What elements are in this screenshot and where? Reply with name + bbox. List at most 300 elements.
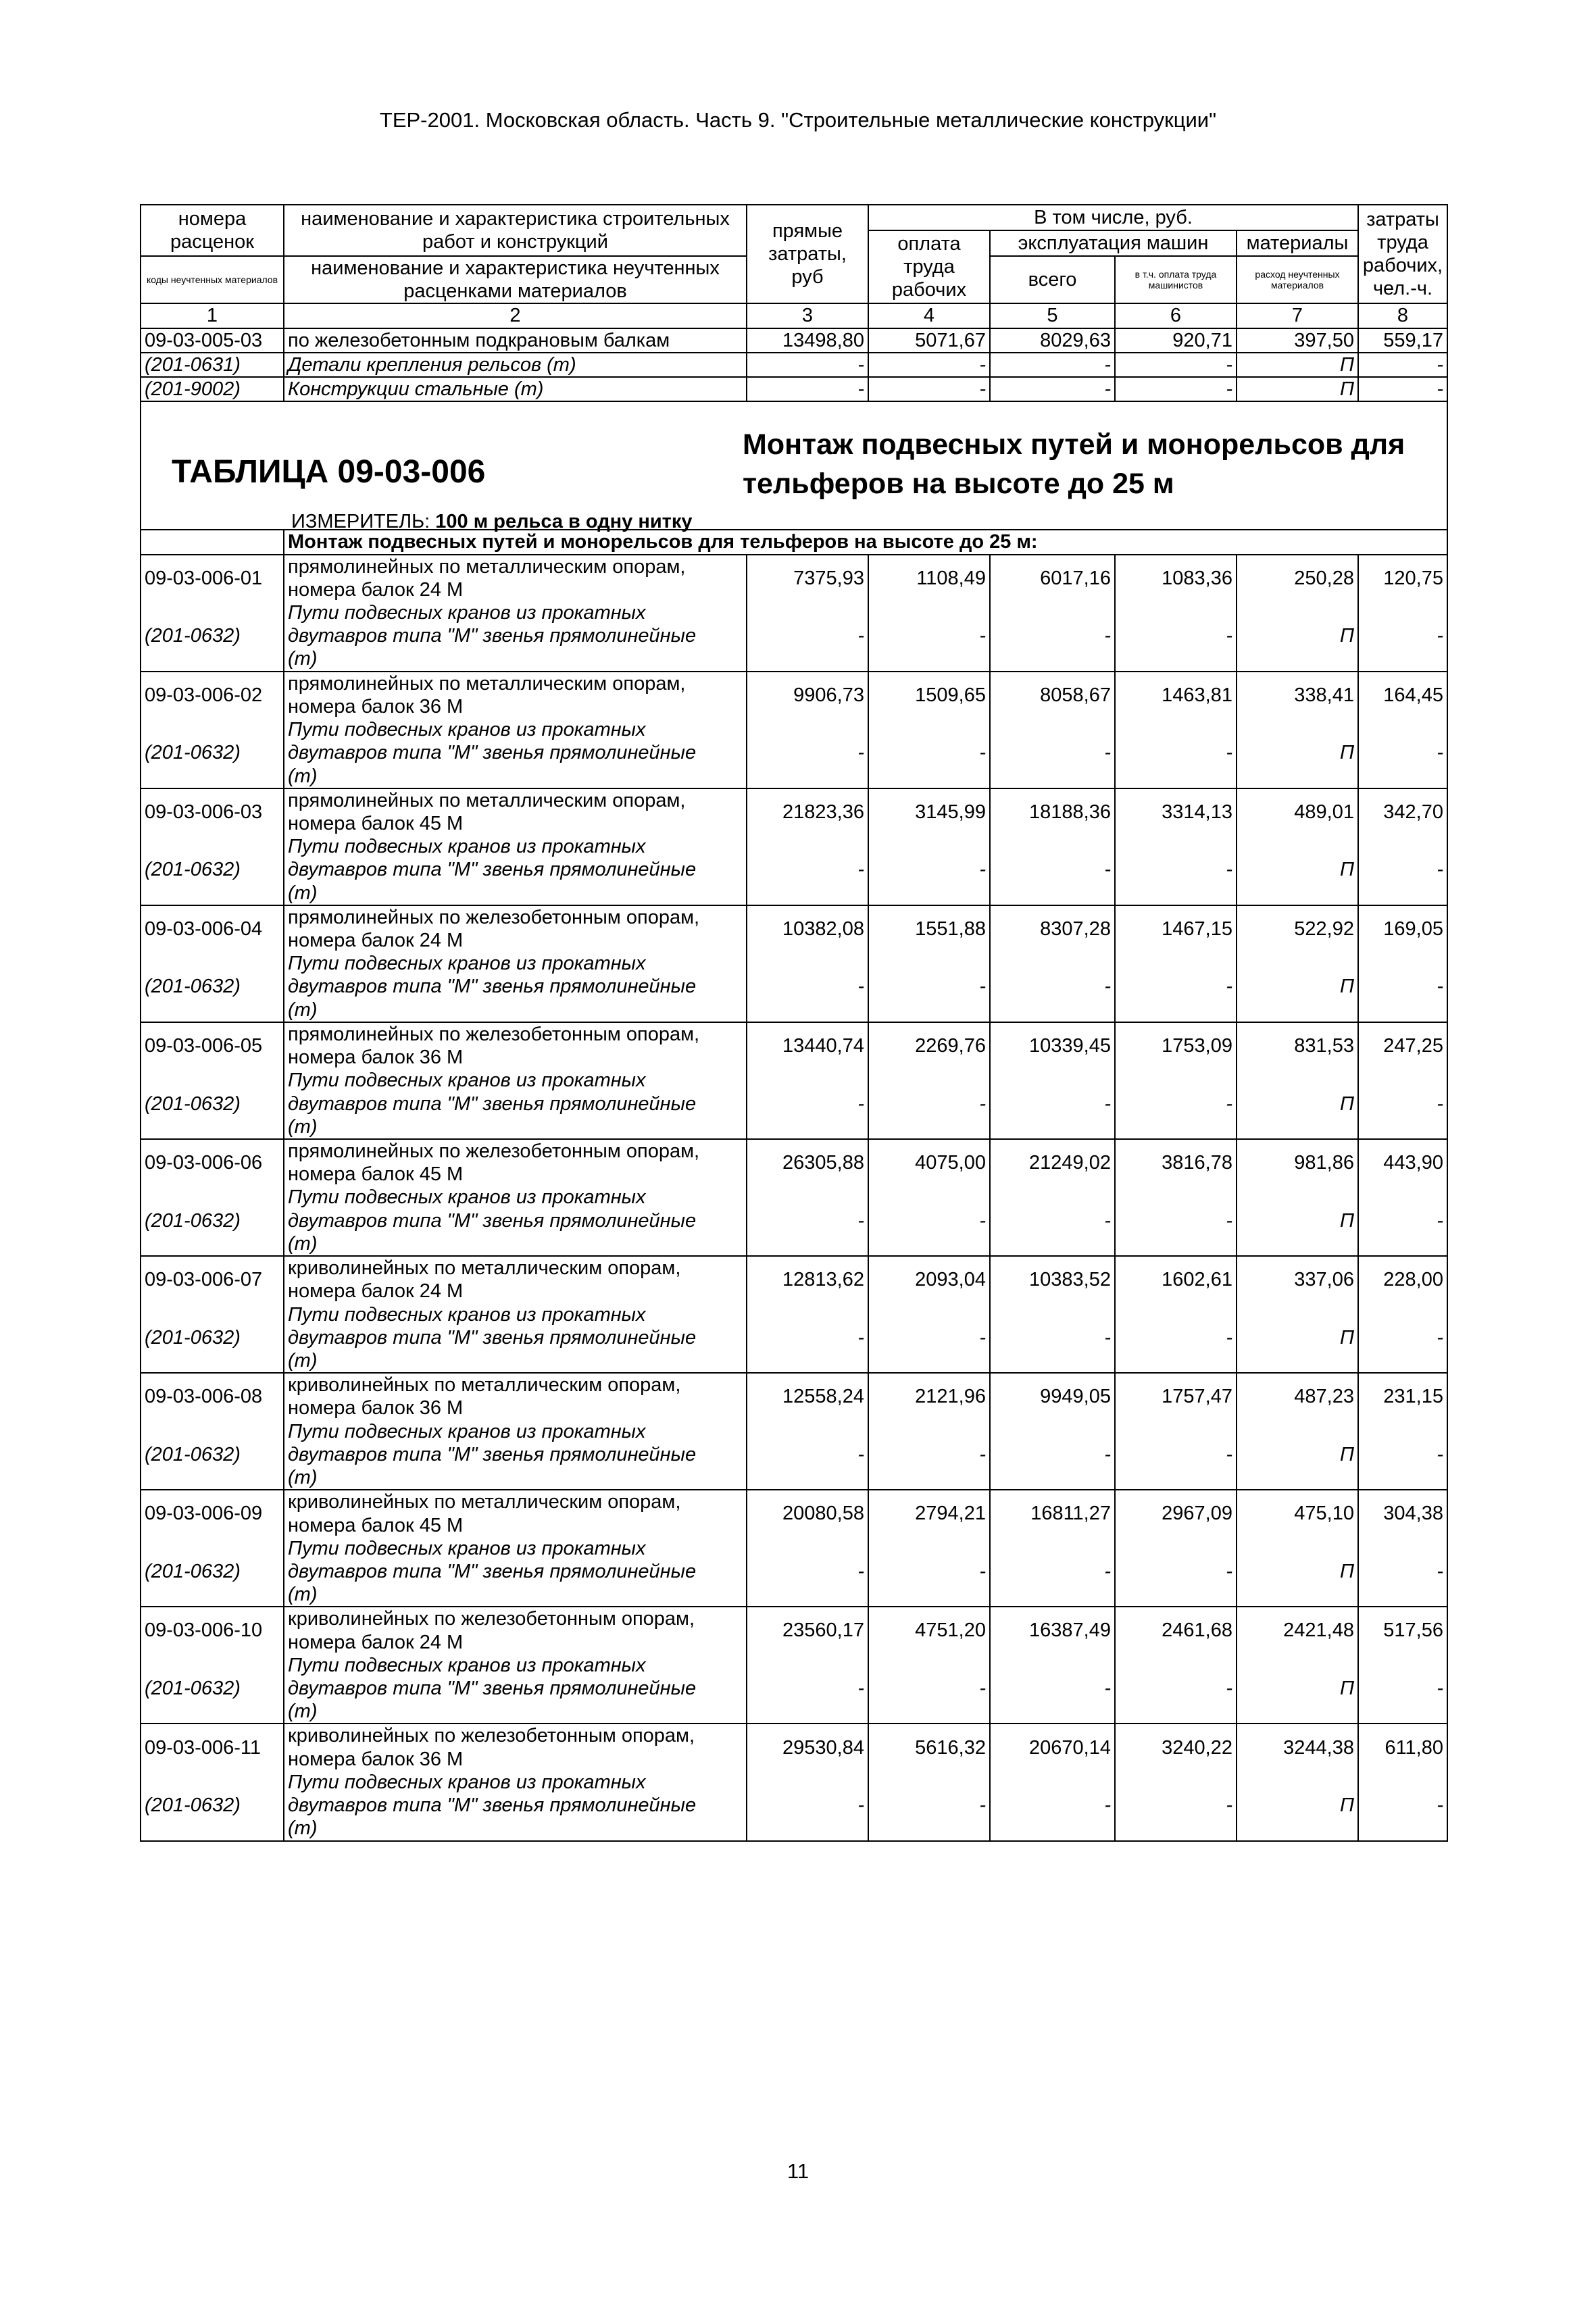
material-name-line: двутавров типа "М" звенья прямолинейные (288, 1326, 697, 1349)
rate-row (141, 672, 1447, 718)
header-wages: оплата труда рабочих (868, 230, 990, 303)
direct-costs-value: 26305,88 (747, 1139, 868, 1186)
material-name-line: (т) (288, 1232, 318, 1255)
material-name-line: (т) (288, 882, 318, 904)
direct-costs-value: 10382,08 (747, 905, 868, 952)
material-value: - (990, 377, 1115, 401)
header-machines-wages: в т.ч. оплата труда машинистов (1115, 256, 1237, 303)
material-value: П (1237, 601, 1358, 672)
rate-code: 09-03-006-02 (141, 672, 284, 718)
material-value: - (868, 1771, 990, 1841)
material-name-line: двутавров типа "М" звенья прямолинейные (288, 1794, 697, 1817)
section-spacer (141, 530, 284, 554)
material-name-line: двутавров типа "М" звенья прямолинейные (288, 1560, 697, 1582)
measure-value: 100 м рельса в одну нитку (435, 511, 693, 533)
material-value: - (747, 1771, 868, 1841)
material-value: - (990, 1420, 1115, 1490)
material-value: - (1115, 952, 1237, 1022)
materials-value: 522,92 (1237, 905, 1358, 952)
material-value: - (1115, 1069, 1237, 1139)
rate-name-line: номера балок 24 М (288, 578, 464, 601)
direct-costs-value: 29530,84 (747, 1724, 868, 1770)
material-code: (201-0632) (141, 952, 284, 1022)
header-unaccounted-materials: расход неучтенных материалов (1237, 256, 1358, 303)
direct-costs-value: 23560,17 (747, 1607, 868, 1653)
material-value: - (747, 1303, 868, 1374)
rate-name (284, 555, 747, 601)
column-number: 3 (747, 303, 868, 328)
material-value: - (868, 1654, 990, 1724)
rate-name-line: прямолинейных по металлическим опорам, (288, 555, 686, 578)
labor-value: 342,70 (1358, 788, 1447, 835)
measure-label: ИЗМЕРИТЕЛЬ: (291, 511, 430, 533)
material-value: - (990, 1654, 1115, 1724)
rate-name-line: прямолинейных по металлическим опорам, (288, 672, 686, 695)
rate-name (284, 1139, 747, 1186)
rate-row (141, 1490, 1447, 1536)
rate-code: 09-03-006-10 (141, 1607, 284, 1653)
material-value: - (1358, 377, 1447, 401)
rate-name-line: номера балок 45 М (288, 1514, 464, 1536)
material-code: (201-0632) (141, 601, 284, 672)
material-row (141, 1537, 1447, 1607)
material-code: (201-0632) (141, 1537, 284, 1607)
material-value: - (1358, 1303, 1447, 1374)
materials-value: 250,28 (1237, 555, 1358, 601)
header-direct-costs: прямые затраты, руб (747, 205, 868, 303)
direct-costs-value: 12558,24 (747, 1373, 868, 1419)
header-materials: материалы (1237, 230, 1358, 256)
material-name-line: Пути подвесных кранов из прокатных (288, 1420, 646, 1442)
header-machines-total: всего (990, 256, 1115, 303)
material-value: - (1358, 1069, 1447, 1139)
rate-name-line: номера балок 36 М (288, 1397, 464, 1419)
material-value: - (747, 1186, 868, 1256)
material-value: П (1237, 835, 1358, 905)
rate-name-line: криволинейных по железобетонным опорам, (288, 1608, 695, 1630)
material-name-line: Пути подвесных кранов из прокатных (288, 836, 646, 858)
material-row (141, 1303, 1447, 1374)
material-value: - (990, 1771, 1115, 1841)
rate-name-line: номера балок 45 М (288, 812, 464, 834)
material-value: - (868, 1303, 990, 1374)
labor-value: 611,80 (1358, 1724, 1447, 1770)
material-name-line: Пути подвесных кранов из прокатных (288, 1070, 646, 1092)
material-value: - (1115, 1654, 1237, 1724)
labor-value: 247,25 (1358, 1022, 1447, 1069)
material-value: - (868, 1420, 990, 1490)
rate-name (284, 1373, 747, 1419)
material-value: - (868, 952, 990, 1022)
machines-total-value: 6017,16 (990, 555, 1115, 601)
price-table (140, 204, 1448, 1842)
material-name-line: двутавров типа "М" звенья прямолинейные (288, 859, 697, 881)
rate-name (284, 905, 747, 952)
column-number: 6 (1115, 303, 1237, 328)
rate-code: 09-03-006-01 (141, 555, 284, 601)
material-value: - (747, 1069, 868, 1139)
rate-code: 09-03-006-05 (141, 1022, 284, 1069)
wages-value: 2269,76 (868, 1022, 990, 1069)
material-value: П (1237, 718, 1358, 788)
material-name: Конструкции стальные (т) (284, 377, 747, 401)
machines-wages-value: 3314,13 (1115, 788, 1237, 835)
material-value: - (1115, 835, 1237, 905)
machines-wages-value: 2461,68 (1115, 1607, 1237, 1653)
material-name-line: Пути подвесных кранов из прокатных (288, 953, 646, 975)
rate-row (141, 1607, 1447, 1653)
rate-name-line: криволинейных по металлическим опорам, (288, 1491, 681, 1513)
column-number: 2 (284, 303, 747, 328)
material-name-line: двутавров типа "М" звенья прямолинейные (288, 1678, 697, 1700)
material-value: - (1115, 1303, 1237, 1374)
material-value: - (1358, 835, 1447, 905)
header-row-1 (141, 205, 1447, 230)
material-value: - (868, 835, 990, 905)
material-row (141, 1069, 1447, 1139)
section-title: Монтаж подвесных путей и монорельсов для тельферов на высоте до 25 м: (284, 530, 1447, 554)
material-value: - (1115, 718, 1237, 788)
rate-row (141, 788, 1447, 835)
machines-total-value: 16811,27 (990, 1490, 1115, 1536)
material-name-line: двутавров типа "М" звенья прямолинейные (288, 976, 697, 998)
material-value: П (1237, 1537, 1358, 1607)
material-value: - (1358, 1654, 1447, 1724)
column-number: 5 (990, 303, 1115, 328)
material-code: (201-0632) (141, 718, 284, 788)
column-number: 7 (1237, 303, 1358, 328)
material-name-line: (т) (288, 1701, 318, 1723)
material-value: - (990, 601, 1115, 672)
material-name-line: (т) (288, 1467, 318, 1489)
material-value: - (1115, 1537, 1237, 1607)
wages-value: 4075,00 (868, 1139, 990, 1186)
material-name: Детали крепления рельсов (т) (284, 353, 747, 377)
rate-name (284, 1022, 747, 1069)
material-name-line: Пути подвесных кранов из прокатных (288, 1771, 646, 1793)
material-value: - (1358, 952, 1447, 1022)
rate-code: 09-03-006-03 (141, 788, 284, 835)
direct-costs-value: 7375,93 (747, 555, 868, 601)
labor-value: 228,00 (1358, 1256, 1447, 1303)
wages-value: 4751,20 (868, 1607, 990, 1653)
rate-code: 09-03-006-04 (141, 905, 284, 952)
machines-wages-value: 1467,15 (1115, 905, 1237, 952)
material-name-line: (т) (288, 1349, 318, 1372)
material-name-line: (т) (288, 1115, 318, 1138)
rate-name-line: криволинейных по металлическим опорам, (288, 1257, 681, 1280)
material-value: - (1358, 1186, 1447, 1256)
materials-value: 489,01 (1237, 788, 1358, 835)
material-row (141, 1186, 1447, 1256)
material-value: - (1358, 1771, 1447, 1841)
material-name (284, 1303, 747, 1374)
material-value: - (990, 835, 1115, 905)
rate-name-line: номера балок 36 М (288, 1047, 464, 1069)
material-name-line: двутавров типа "М" звенья прямолинейные (288, 625, 697, 647)
material-name-line: двутавров типа "М" звенья прямолинейные (288, 1209, 697, 1232)
material-value: - (990, 1186, 1115, 1256)
material-value: П (1237, 377, 1358, 401)
table-title-row (141, 401, 1447, 530)
column-number: 8 (1358, 303, 1447, 328)
material-value: - (747, 1537, 868, 1607)
column-numbers-row (141, 303, 1447, 328)
header-labor: затраты труда рабочих, чел.-ч. (1358, 205, 1447, 303)
prev-material-row (141, 353, 1447, 377)
rate-name-line: номера балок 24 М (288, 930, 464, 952)
material-value: - (1115, 601, 1237, 672)
rate-name (284, 1607, 747, 1653)
material-value: - (868, 718, 990, 788)
labor-value: 169,05 (1358, 905, 1447, 952)
material-value: - (868, 601, 990, 672)
material-code: (201-0632) (141, 1420, 284, 1490)
page-header: ТЕР-2001. Московская область. Часть 9. "Строительные металлические конструкции" (379, 108, 1217, 132)
material-value: - (747, 1654, 868, 1724)
material-value: - (1358, 601, 1447, 672)
material-value: - (747, 1420, 868, 1490)
material-value: - (990, 1303, 1115, 1374)
material-name-line: (т) (288, 1584, 318, 1606)
rate-name-line: криволинейных по металлическим опорам, (288, 1374, 681, 1397)
rate-row (141, 1022, 1447, 1069)
prev-rate-row (141, 328, 1447, 353)
material-name (284, 601, 747, 672)
material-value: - (990, 718, 1115, 788)
rate-name-line: номера балок 36 М (288, 1748, 464, 1770)
materials-value: 338,41 (1237, 672, 1358, 718)
material-name-line: двутавров типа "М" звенья прямолинейные (288, 742, 697, 764)
materials-value: 2421,48 (1237, 1607, 1358, 1653)
header-name: наименование и характеристика строительных работ и конструкций (284, 205, 747, 256)
wages-value: 5071,67 (868, 328, 990, 353)
material-value: - (868, 1186, 990, 1256)
wages-value: 5616,32 (868, 1724, 990, 1770)
rate-name (284, 1256, 747, 1303)
machines-wages-value: 1463,81 (1115, 672, 1237, 718)
machines-wages-value: 3816,78 (1115, 1139, 1237, 1186)
table-title-block (141, 401, 1447, 533)
material-value: - (1115, 1771, 1237, 1841)
rate-name-line: прямолинейных по железобетонным опорам, (288, 906, 700, 928)
material-value: - (747, 377, 868, 401)
machines-wages-value: 3240,22 (1115, 1724, 1237, 1770)
labor-value: 164,45 (1358, 672, 1447, 718)
rate-name (284, 788, 747, 835)
materials-value: 397,50 (1237, 328, 1358, 353)
wages-value: 1108,49 (868, 555, 990, 601)
machines-total-value: 8307,28 (990, 905, 1115, 952)
material-name-line: двутавров типа "М" звенья прямолинейные (288, 1443, 697, 1465)
material-value: П (1237, 1186, 1358, 1256)
material-value: - (1358, 353, 1447, 377)
materials-value: 487,23 (1237, 1373, 1358, 1419)
machines-total-value: 20670,14 (990, 1724, 1115, 1770)
machines-total-value: 8029,63 (990, 328, 1115, 353)
material-value: П (1237, 353, 1358, 377)
material-name-line: (т) (288, 999, 318, 1021)
material-value: П (1237, 1303, 1358, 1374)
material-row (141, 718, 1447, 788)
material-name-line: двутавров типа "М" звенья прямолинейные (288, 1092, 697, 1115)
rate-name-line: номера балок 45 М (288, 1163, 464, 1186)
material-code: (201-0632) (141, 1186, 284, 1256)
rate-row (141, 1373, 1447, 1419)
materials-value: 981,86 (1237, 1139, 1358, 1186)
materials-value: 831,53 (1237, 1022, 1358, 1069)
material-name-line: (т) (288, 765, 318, 787)
rate-row (141, 1724, 1447, 1770)
material-name (284, 718, 747, 788)
material-value: - (1358, 1420, 1447, 1490)
rate-name-line: криволинейных по железобетонным опорам, (288, 1725, 695, 1747)
labor-value: 304,38 (1358, 1490, 1447, 1536)
material-value: - (990, 1537, 1115, 1607)
wages-value: 2794,21 (868, 1490, 990, 1536)
machines-wages-value: 920,71 (1115, 328, 1237, 353)
header-unaccounted-codes: коды неучтенных материалов (141, 256, 284, 303)
material-row (141, 835, 1447, 905)
labor-value: 231,15 (1358, 1373, 1447, 1419)
section-row (141, 530, 1447, 554)
material-name-line: Пути подвесных кранов из прокатных (288, 719, 646, 741)
machines-wages-value: 2967,09 (1115, 1490, 1237, 1536)
rate-row (141, 1139, 1447, 1186)
machines-wages-value: 1083,36 (1115, 555, 1237, 601)
material-value: - (747, 353, 868, 377)
rate-code: 09-03-005-03 (141, 328, 284, 353)
rate-code: 09-03-006-08 (141, 1373, 284, 1419)
measure-unit (291, 510, 693, 533)
machines-total-value: 8058,67 (990, 672, 1115, 718)
material-value: П (1237, 1420, 1358, 1490)
machines-total-value: 10339,45 (990, 1022, 1115, 1069)
labor-value: 559,17 (1358, 328, 1447, 353)
header-including: В том числе, руб. (868, 205, 1358, 230)
material-value: - (747, 601, 868, 672)
rate-code: 09-03-006-06 (141, 1139, 284, 1186)
rate-row (141, 1256, 1447, 1303)
material-code: (201-0632) (141, 1303, 284, 1374)
table-title-line: Монтаж подвесных путей и монорельсов для (743, 428, 1405, 461)
machines-total-value: 10383,52 (990, 1256, 1115, 1303)
material-value: - (1115, 1420, 1237, 1490)
material-row (141, 1420, 1447, 1490)
material-name (284, 835, 747, 905)
material-name-line: (т) (288, 1817, 318, 1840)
rate-name (284, 1490, 747, 1536)
machines-total-value: 9949,05 (990, 1373, 1115, 1419)
rate-name-line: прямолинейных по металлическим опорам, (288, 789, 686, 811)
material-row (141, 1771, 1447, 1841)
rate-code: 09-03-006-09 (141, 1490, 284, 1536)
material-value: П (1237, 1069, 1358, 1139)
machines-total-value: 21249,02 (990, 1139, 1115, 1186)
material-name (284, 1654, 747, 1724)
price-table-sheet (140, 204, 1447, 1842)
rate-name-line: номера балок 24 М (288, 1631, 464, 1653)
prev-material-row (141, 377, 1447, 401)
wages-value: 1509,65 (868, 672, 990, 718)
material-value: - (990, 353, 1115, 377)
material-value: - (1358, 718, 1447, 788)
direct-costs-value: 21823,36 (747, 788, 868, 835)
rate-code: 09-03-006-07 (141, 1256, 284, 1303)
material-code: (201-0632) (141, 1771, 284, 1841)
direct-costs-value: 12813,62 (747, 1256, 868, 1303)
rate-name-line: номера балок 24 М (288, 1280, 464, 1303)
material-code: (201-9002) (141, 377, 284, 401)
rate-row (141, 905, 1447, 952)
material-value: - (868, 1069, 990, 1139)
wages-value: 2121,96 (868, 1373, 990, 1419)
table-title-line: тельферов на высоте до 25 м (743, 468, 1174, 501)
rate-name: по железобетонным подкрановым балкам (284, 328, 747, 353)
rate-name-line: прямолинейных по железобетонным опорам, (288, 1023, 700, 1045)
material-value: - (868, 377, 990, 401)
column-number: 1 (141, 303, 284, 328)
table-id: ТАБЛИЦА 09-03-006 (172, 454, 486, 491)
material-code: (201-0632) (141, 1069, 284, 1139)
machines-wages-value: 1757,47 (1115, 1373, 1237, 1419)
wages-value: 2093,04 (868, 1256, 990, 1303)
material-name-line: Пути подвесных кранов из прокатных (288, 1186, 646, 1209)
column-number: 4 (868, 303, 990, 328)
material-code: (201-0632) (141, 835, 284, 905)
machines-total-value: 18188,36 (990, 788, 1115, 835)
material-value: - (1358, 1537, 1447, 1607)
material-value: - (747, 835, 868, 905)
wages-value: 1551,88 (868, 905, 990, 952)
material-value: - (1115, 1186, 1237, 1256)
material-name (284, 1537, 747, 1607)
materials-value: 337,06 (1237, 1256, 1358, 1303)
material-name-line: (т) (288, 648, 318, 670)
rate-row (141, 555, 1447, 601)
page-number: 11 (787, 2159, 809, 2183)
material-name-line: Пути подвесных кранов из прокатных (288, 1303, 646, 1326)
material-value: - (868, 353, 990, 377)
direct-costs-value: 9906,73 (747, 672, 868, 718)
material-value: - (1115, 377, 1237, 401)
materials-value: 475,10 (1237, 1490, 1358, 1536)
labor-value: 443,90 (1358, 1139, 1447, 1186)
material-name (284, 952, 747, 1022)
machines-wages-value: 1753,09 (1115, 1022, 1237, 1069)
labor-value: 120,75 (1358, 555, 1447, 601)
material-name-line: Пути подвесных кранов из прокатных (288, 1654, 646, 1676)
material-name (284, 1420, 747, 1490)
material-value: - (868, 1537, 990, 1607)
machines-total-value: 16387,49 (990, 1607, 1115, 1653)
material-row (141, 952, 1447, 1022)
material-value: П (1237, 952, 1358, 1022)
direct-costs-value: 20080,58 (747, 1490, 868, 1536)
material-row (141, 601, 1447, 672)
rate-name-line: прямолинейных по железобетонным опорам, (288, 1140, 700, 1162)
material-code: (201-0631) (141, 353, 284, 377)
machines-wages-value: 1602,61 (1115, 1256, 1237, 1303)
material-value: П (1237, 1771, 1358, 1841)
material-row (141, 1654, 1447, 1724)
material-value: - (747, 952, 868, 1022)
header-machines: эксплуатация машин (990, 230, 1237, 256)
material-value: - (1115, 353, 1237, 377)
direct-costs-value: 13498,80 (747, 328, 868, 353)
rate-name (284, 672, 747, 718)
header-code: номера расценок (141, 205, 284, 256)
